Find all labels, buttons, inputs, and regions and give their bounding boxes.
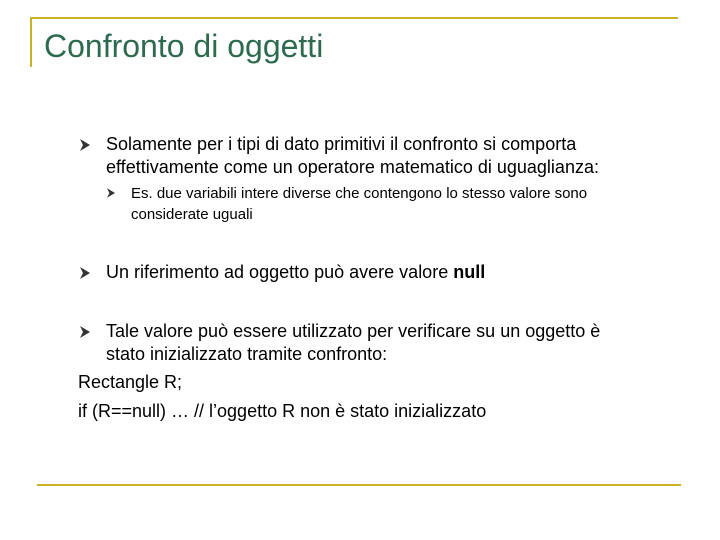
code-line-null-check: if (R==null) … // l’oggetto R non è stato inizializzato (78, 401, 487, 421)
null-keyword: null (453, 262, 486, 282)
left-border-line (30, 17, 32, 67)
code-line-declaration: Rectangle R; (78, 372, 183, 392)
bullet-primitive-comparison (106, 133, 599, 179)
arrowhead-bullet-icon (80, 139, 90, 151)
bullet-line: effettivamente come un operatore matematico di uguaglianza: (106, 157, 599, 177)
bullet-line: considerate uguali (131, 206, 253, 223)
bullet-null-check (106, 320, 600, 366)
bullet-line: stato inizializzato tramite confronto: (106, 344, 388, 364)
bottom-border-line (37, 484, 681, 486)
subbullet-example (131, 183, 587, 225)
arrowhead-bullet-icon (107, 188, 115, 198)
arrowhead-bullet-icon (80, 267, 90, 279)
bullet-text: Un riferimento ad oggetto può avere valore (106, 262, 454, 282)
bullet-line: Es. due variabili intere diverse che contengono lo stesso valore sono (131, 185, 588, 202)
top-border-line (30, 17, 678, 19)
bullet-null-reference (106, 261, 485, 284)
bullet-line: Solamente per i tipi di dato primitivi il confronto si comporta (106, 134, 577, 154)
arrowhead-bullet-icon (80, 326, 90, 338)
slide-title: Confronto di oggetti (44, 28, 324, 64)
bullet-line: Tale valore può essere utilizzato per verificare su un oggetto è (106, 321, 601, 341)
